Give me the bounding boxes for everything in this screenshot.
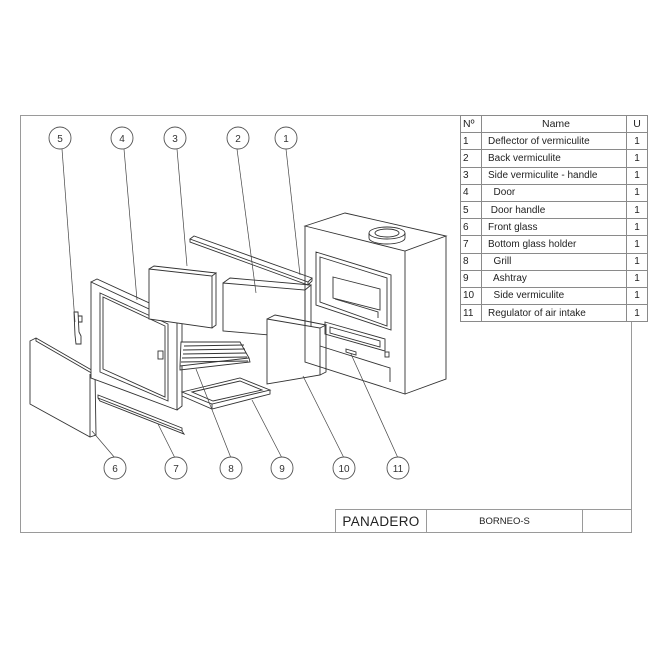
part-unit: 1 (627, 167, 648, 184)
table-row (461, 150, 648, 167)
title-block (335, 509, 632, 533)
part-number: 5 (461, 201, 482, 218)
part-unit: 1 (627, 270, 648, 287)
table-row (461, 219, 648, 236)
part-unit: 1 (627, 305, 648, 322)
model-name: BORNEO-S (427, 510, 583, 533)
callout-label-8: 8 (228, 464, 234, 475)
part-name: Bottom glass holder (482, 236, 627, 253)
part-number: 10 (461, 287, 482, 304)
part-unit: 1 (627, 253, 648, 270)
header-unit: U (627, 116, 648, 133)
table-row (461, 305, 648, 322)
parts-table (460, 115, 648, 322)
part-unit: 1 (627, 219, 648, 236)
header-number: Nº (461, 116, 482, 133)
part-name: Door handle (482, 201, 627, 218)
callout-label-11: 11 (392, 464, 404, 475)
part-name: Front glass (482, 219, 627, 236)
callout-label-10: 10 (338, 464, 350, 475)
part-unit: 1 (627, 133, 648, 150)
brand-name: PANADERO (336, 510, 427, 533)
table-row (461, 184, 648, 201)
callout-label-1: 1 (283, 134, 289, 145)
callout-label-6: 6 (112, 464, 118, 475)
part-unit: 1 (627, 201, 648, 218)
grill-part (180, 342, 250, 370)
ashtray-part (182, 378, 270, 409)
part-name: Door (482, 184, 627, 201)
part-name: Side vermiculite - handle (482, 167, 627, 184)
door-handle-part (74, 312, 82, 344)
parts-table-header-row (461, 116, 648, 133)
table-row (461, 133, 648, 150)
callout-label-3: 3 (172, 134, 178, 145)
part-number: 6 (461, 219, 482, 236)
part-unit: 1 (627, 287, 648, 304)
part-number: 3 (461, 167, 482, 184)
table-row (461, 201, 648, 218)
table-row (461, 287, 648, 304)
part-name: Back vermiculite (482, 150, 627, 167)
part-number: 4 (461, 184, 482, 201)
part-unit: 1 (627, 150, 648, 167)
part-number: 9 (461, 270, 482, 287)
table-row (461, 270, 648, 287)
part-name: Grill (482, 253, 627, 270)
callout-label-9: 9 (279, 464, 285, 475)
part-unit: 1 (627, 184, 648, 201)
part-name: Ashtray (482, 270, 627, 287)
callout-label-4: 4 (119, 134, 125, 145)
front-glass-part (30, 338, 96, 437)
part-name: Side vermiculite (482, 287, 627, 304)
part-name: Regulator of air intake (482, 305, 627, 322)
part-number: 2 (461, 150, 482, 167)
part-unit: 1 (627, 236, 648, 253)
part-number: 7 (461, 236, 482, 253)
part-number: 1 (461, 133, 482, 150)
part-name: Deflector of vermiculite (482, 133, 627, 150)
table-row (461, 167, 648, 184)
header-name: Name (482, 116, 627, 133)
side-vermiculite-handle-part (149, 266, 216, 328)
callout-label-7: 7 (173, 464, 179, 475)
part-number: 11 (461, 305, 482, 322)
callout-label-2: 2 (235, 134, 241, 145)
side-vermiculite-part (267, 315, 326, 384)
part-number: 8 (461, 253, 482, 270)
table-row (461, 236, 648, 253)
callout-label-5: 5 (57, 134, 63, 145)
table-row (461, 253, 648, 270)
